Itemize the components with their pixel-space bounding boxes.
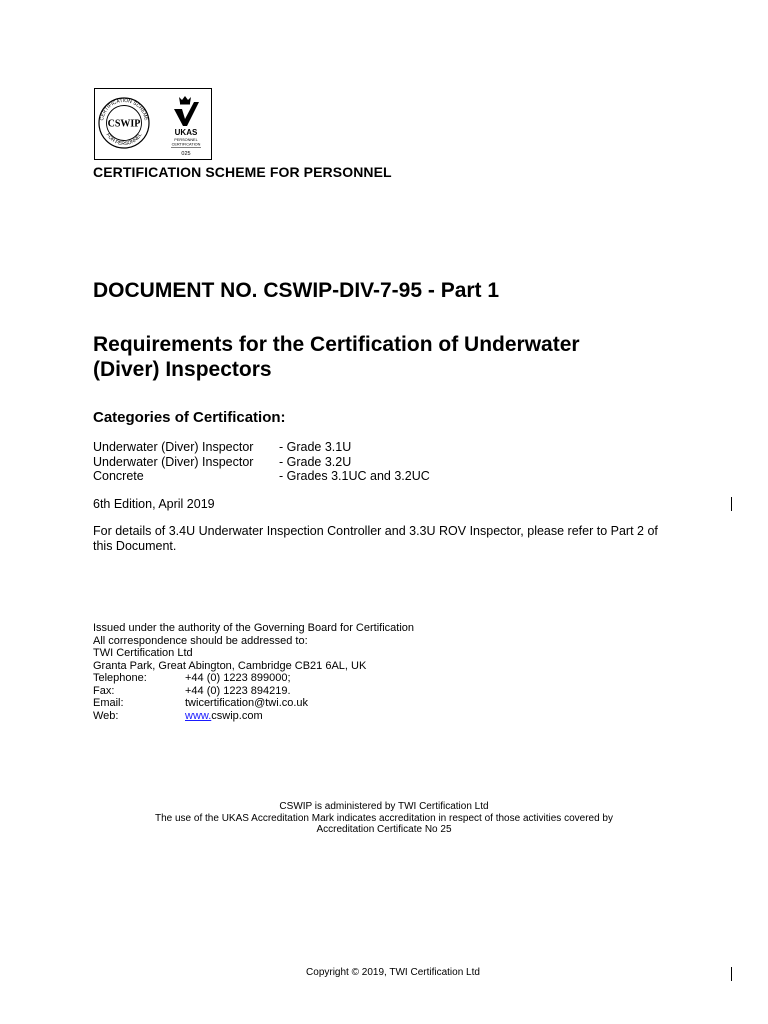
ukas-text: UKAS [174, 128, 198, 137]
change-bar [731, 967, 732, 981]
administration-line2: The use of the UKAS Accreditation Mark indicates accreditation in respect of those activities covered by [154, 812, 613, 824]
logo-graphic [95, 89, 211, 159]
change-bar [731, 497, 732, 511]
ukas-crown-icon [179, 96, 191, 105]
category-grade: - Grades 3.1UC and 3.2UC [279, 469, 430, 483]
details-line2: this Document. [93, 539, 177, 553]
category-name: Underwater (Diver) Inspector [93, 455, 254, 469]
web-row [93, 710, 493, 723]
issued-block [93, 622, 414, 672]
category-grade: - Grade 3.1U [279, 440, 352, 454]
seal-bottom-text: FOR PERSONNEL [104, 132, 144, 148]
ukas-sub1: PERSONNEL [174, 138, 198, 142]
seal-center-text: CSWIP [107, 118, 141, 130]
issued-line1: Issued under the authority of the Governing Board for Certification [93, 622, 415, 634]
email-label: Email: [93, 697, 124, 709]
telephone-row [93, 672, 493, 685]
administration-note [0, 801, 768, 836]
issued-line2: All correspondence should be addressed to: [93, 634, 308, 647]
ukas-sub2: CERTIFICATION [171, 142, 201, 147]
document-number: DOCUMENT NO. CSWIP-DIV-7-95 - Part 1 [93, 279, 500, 302]
issued-line4: Granta Park, Great Abington, Cambridge CB21 6AL, UK [93, 659, 367, 672]
web-rest: cswip.com [211, 709, 263, 722]
fax-row [93, 685, 493, 698]
edition-text: 6th Edition, April 2019 [93, 497, 215, 511]
category-row [93, 440, 593, 455]
ukas-number: 025 [181, 151, 191, 157]
requirements-title-line2: (Diver) Inspectors [93, 358, 272, 381]
category-grade: - Grade 3.2U [279, 455, 352, 469]
details-paragraph [93, 524, 693, 554]
fax-value: +44 (0) 1223 894219. [185, 684, 291, 697]
category-row [93, 469, 593, 484]
web-label: Web: [93, 709, 119, 722]
administration-line1: CSWIP is administered by TWI Certification Ltd [279, 801, 489, 812]
ukas-tick-icon [174, 102, 199, 126]
seal-top-text: CERTIFICATION SCHEME [99, 97, 149, 122]
details-line1: For details of 3.4U Underwater Inspection Controller and 3.3U ROV Inspector, please refer to Part 2 of [93, 524, 658, 538]
issued-line3: TWI Certification Ltd [93, 647, 193, 659]
telephone-label: Telephone: [93, 672, 147, 684]
web-value [185, 710, 263, 722]
categories-title: Categories of Certification: [93, 409, 286, 426]
web-link[interactable]: www. [185, 709, 212, 722]
category-name: Underwater (Diver) Inspector [93, 440, 254, 454]
cswip-ukas-logo [94, 88, 212, 160]
scheme-title: CERTIFICATION SCHEME FOR PERSONNEL [93, 164, 392, 180]
copyright-text: Copyright © 2019, TWI Certification Ltd [306, 967, 480, 978]
category-row [93, 455, 593, 470]
requirements-title-line1: Requirements for the Certification of Underwater [93, 333, 580, 356]
telephone-value: +44 (0) 1223 899000; [185, 672, 291, 684]
fax-label: Fax: [93, 684, 115, 697]
email-value: twicertification@twi.co.uk [185, 697, 309, 709]
administration-line3: Accreditation Certificate No 25 [316, 824, 452, 835]
email-row [93, 697, 493, 710]
requirements-title [93, 332, 673, 382]
category-name: Concrete [93, 469, 144, 483]
